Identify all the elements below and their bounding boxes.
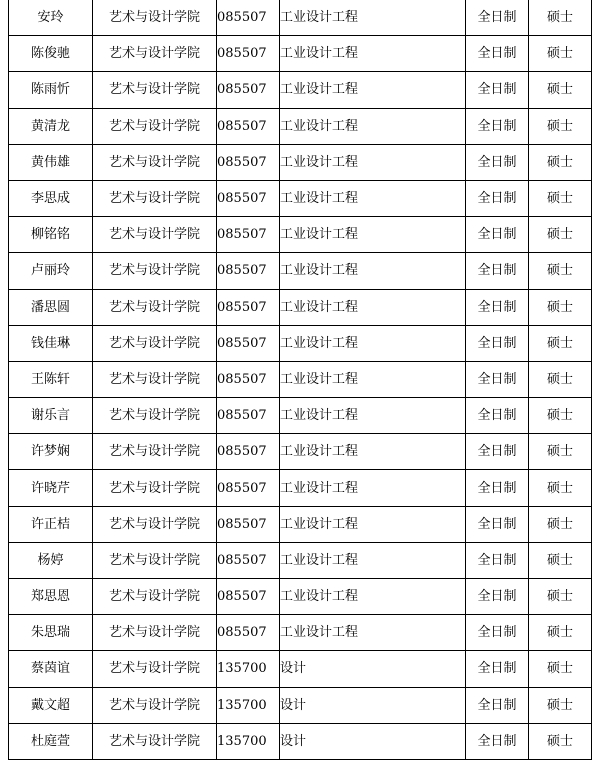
student-name-cell: 许正桔 xyxy=(9,506,93,542)
major-name-cell: 工业设计工程 xyxy=(280,253,466,289)
major-name-cell: 工业设计工程 xyxy=(280,361,466,397)
student-name-cell: 李思成 xyxy=(9,180,93,216)
table-row xyxy=(9,579,592,615)
degree-type-cell: 硕士 xyxy=(529,542,592,578)
study-mode-cell: 全日制 xyxy=(466,289,529,325)
college-cell: 艺术与设计学院 xyxy=(93,687,217,723)
major-name-cell: 工业设计工程 xyxy=(280,615,466,651)
table-row xyxy=(9,687,592,723)
degree-type-cell: 硕士 xyxy=(529,398,592,434)
major-name-cell: 设计 xyxy=(280,687,466,723)
degree-type-cell: 硕士 xyxy=(529,470,592,506)
degree-type-cell: 硕士 xyxy=(529,144,592,180)
student-name-cell: 郑思恩 xyxy=(9,579,93,615)
study-mode-cell: 全日制 xyxy=(466,470,529,506)
college-cell: 艺术与设计学院 xyxy=(93,180,217,216)
major-name-cell: 设计 xyxy=(280,651,466,687)
degree-type-cell: 硕士 xyxy=(529,361,592,397)
major-code-cell: 085507 xyxy=(217,180,280,216)
college-cell: 艺术与设计学院 xyxy=(93,651,217,687)
degree-type-cell: 硕士 xyxy=(529,506,592,542)
college-cell: 艺术与设计学院 xyxy=(93,0,217,36)
study-mode-cell: 全日制 xyxy=(466,217,529,253)
student-name-cell: 许晓芹 xyxy=(9,470,93,506)
major-code-cell: 085507 xyxy=(217,217,280,253)
student-name-cell: 戴文超 xyxy=(9,687,93,723)
college-cell: 艺术与设计学院 xyxy=(93,615,217,651)
college-cell: 艺术与设计学院 xyxy=(93,253,217,289)
study-mode-cell: 全日制 xyxy=(466,506,529,542)
student-name-cell: 柳铭铭 xyxy=(9,217,93,253)
study-mode-cell: 全日制 xyxy=(466,579,529,615)
degree-type-cell: 硕士 xyxy=(529,36,592,72)
major-name-cell: 工业设计工程 xyxy=(280,108,466,144)
degree-type-cell: 硕士 xyxy=(529,253,592,289)
major-name-cell: 工业设计工程 xyxy=(280,398,466,434)
degree-type-cell: 硕士 xyxy=(529,180,592,216)
study-mode-cell: 全日制 xyxy=(466,361,529,397)
study-mode-cell: 全日制 xyxy=(466,615,529,651)
college-cell: 艺术与设计学院 xyxy=(93,36,217,72)
college-cell: 艺术与设计学院 xyxy=(93,579,217,615)
college-cell: 艺术与设计学院 xyxy=(93,723,217,759)
table-row xyxy=(9,615,592,651)
table-row xyxy=(9,651,592,687)
major-name-cell: 工业设计工程 xyxy=(280,470,466,506)
table-row xyxy=(9,325,592,361)
college-cell: 艺术与设计学院 xyxy=(93,144,217,180)
major-name-cell: 设计 xyxy=(280,723,466,759)
table-row xyxy=(9,398,592,434)
student-roster-table xyxy=(8,0,592,760)
college-cell: 艺术与设计学院 xyxy=(93,217,217,253)
study-mode-cell: 全日制 xyxy=(466,108,529,144)
degree-type-cell: 硕士 xyxy=(529,579,592,615)
study-mode-cell: 全日制 xyxy=(466,398,529,434)
major-code-cell: 085507 xyxy=(217,615,280,651)
major-name-cell: 工业设计工程 xyxy=(280,542,466,578)
major-code-cell: 085507 xyxy=(217,542,280,578)
student-name-cell: 安玲 xyxy=(9,0,93,36)
study-mode-cell: 全日制 xyxy=(466,0,529,36)
table-row xyxy=(9,434,592,470)
student-name-cell: 卢丽玲 xyxy=(9,253,93,289)
table-row xyxy=(9,217,592,253)
major-code-cell: 085507 xyxy=(217,506,280,542)
college-cell: 艺术与设计学院 xyxy=(93,542,217,578)
major-code-cell: 135700 xyxy=(217,723,280,759)
study-mode-cell: 全日制 xyxy=(466,325,529,361)
student-name-cell: 谢乐言 xyxy=(9,398,93,434)
study-mode-cell: 全日制 xyxy=(466,434,529,470)
college-cell: 艺术与设计学院 xyxy=(93,72,217,108)
degree-type-cell: 硕士 xyxy=(529,434,592,470)
table-row xyxy=(9,289,592,325)
table-row xyxy=(9,542,592,578)
major-code-cell: 085507 xyxy=(217,434,280,470)
major-code-cell: 135700 xyxy=(217,651,280,687)
degree-type-cell: 硕士 xyxy=(529,108,592,144)
major-code-cell: 085507 xyxy=(217,0,280,36)
major-name-cell: 工业设计工程 xyxy=(280,72,466,108)
table-row xyxy=(9,506,592,542)
college-cell: 艺术与设计学院 xyxy=(93,325,217,361)
degree-type-cell: 硕士 xyxy=(529,687,592,723)
study-mode-cell: 全日制 xyxy=(466,542,529,578)
major-name-cell: 工业设计工程 xyxy=(280,506,466,542)
major-code-cell: 085507 xyxy=(217,579,280,615)
degree-type-cell: 硕士 xyxy=(529,289,592,325)
study-mode-cell: 全日制 xyxy=(466,651,529,687)
student-name-cell: 黄清龙 xyxy=(9,108,93,144)
degree-type-cell: 硕士 xyxy=(529,217,592,253)
table-row xyxy=(9,72,592,108)
study-mode-cell: 全日制 xyxy=(466,180,529,216)
college-cell: 艺术与设计学院 xyxy=(93,506,217,542)
table-row xyxy=(9,0,592,36)
major-name-cell: 工业设计工程 xyxy=(280,180,466,216)
table-row xyxy=(9,144,592,180)
major-code-cell: 085507 xyxy=(217,36,280,72)
major-code-cell: 085507 xyxy=(217,325,280,361)
college-cell: 艺术与设计学院 xyxy=(93,470,217,506)
table-row xyxy=(9,470,592,506)
major-name-cell: 工业设计工程 xyxy=(280,144,466,180)
study-mode-cell: 全日制 xyxy=(466,253,529,289)
degree-type-cell: 硕士 xyxy=(529,651,592,687)
student-name-cell: 陈雨忻 xyxy=(9,72,93,108)
table-row xyxy=(9,253,592,289)
major-name-cell: 工业设计工程 xyxy=(280,36,466,72)
major-name-cell: 工业设计工程 xyxy=(280,579,466,615)
study-mode-cell: 全日制 xyxy=(466,687,529,723)
student-name-cell: 朱思瑞 xyxy=(9,615,93,651)
major-name-cell: 工业设计工程 xyxy=(280,217,466,253)
college-cell: 艺术与设计学院 xyxy=(93,108,217,144)
college-cell: 艺术与设计学院 xyxy=(93,434,217,470)
student-name-cell: 陈俊驰 xyxy=(9,36,93,72)
roster-body xyxy=(9,0,592,759)
table-row xyxy=(9,180,592,216)
student-name-cell: 王陈轩 xyxy=(9,361,93,397)
major-code-cell: 085507 xyxy=(217,361,280,397)
study-mode-cell: 全日制 xyxy=(466,723,529,759)
student-name-cell: 潘思圆 xyxy=(9,289,93,325)
table-row xyxy=(9,108,592,144)
student-name-cell: 蔡茵谊 xyxy=(9,651,93,687)
major-name-cell: 工业设计工程 xyxy=(280,0,466,36)
major-code-cell: 135700 xyxy=(217,687,280,723)
student-name-cell: 许梦娴 xyxy=(9,434,93,470)
table-row xyxy=(9,361,592,397)
degree-type-cell: 硕士 xyxy=(529,723,592,759)
college-cell: 艺术与设计学院 xyxy=(93,289,217,325)
major-code-cell: 085507 xyxy=(217,144,280,180)
major-name-cell: 工业设计工程 xyxy=(280,325,466,361)
major-code-cell: 085507 xyxy=(217,108,280,144)
degree-type-cell: 硕士 xyxy=(529,72,592,108)
degree-type-cell: 硕士 xyxy=(529,615,592,651)
study-mode-cell: 全日制 xyxy=(466,36,529,72)
major-code-cell: 085507 xyxy=(217,398,280,434)
student-name-cell: 杨婷 xyxy=(9,542,93,578)
college-cell: 艺术与设计学院 xyxy=(93,361,217,397)
major-code-cell: 085507 xyxy=(217,253,280,289)
degree-type-cell: 硕士 xyxy=(529,0,592,36)
study-mode-cell: 全日制 xyxy=(466,144,529,180)
major-code-cell: 085507 xyxy=(217,289,280,325)
degree-type-cell: 硕士 xyxy=(529,325,592,361)
college-cell: 艺术与设计学院 xyxy=(93,398,217,434)
major-name-cell: 工业设计工程 xyxy=(280,289,466,325)
table-row xyxy=(9,723,592,759)
student-name-cell: 钱佳琳 xyxy=(9,325,93,361)
table-row xyxy=(9,36,592,72)
major-name-cell: 工业设计工程 xyxy=(280,434,466,470)
major-code-cell: 085507 xyxy=(217,72,280,108)
study-mode-cell: 全日制 xyxy=(466,72,529,108)
major-code-cell: 085507 xyxy=(217,470,280,506)
student-name-cell: 黄伟雄 xyxy=(9,144,93,180)
student-name-cell: 杜庭萱 xyxy=(9,723,93,759)
